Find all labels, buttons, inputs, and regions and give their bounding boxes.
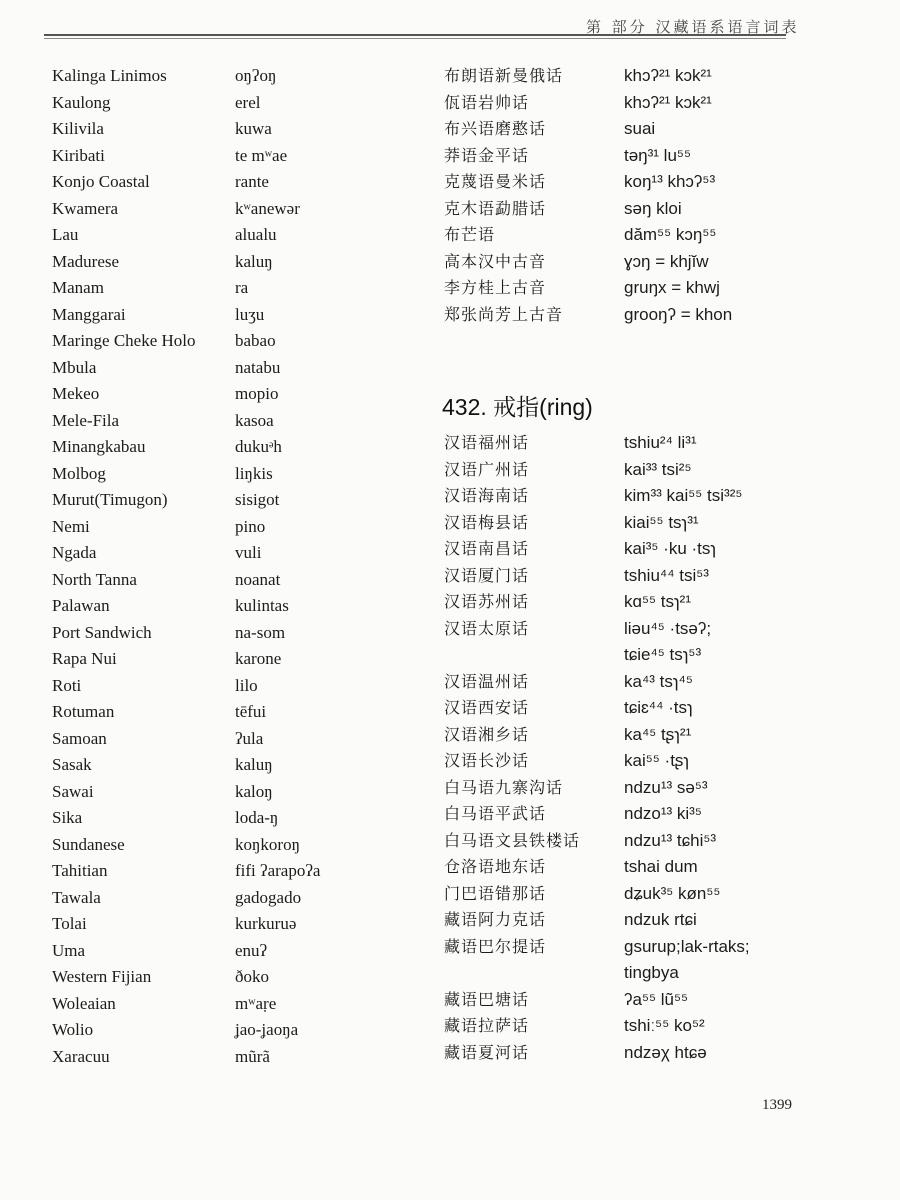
word-form: vuli	[235, 543, 262, 562]
entry-row	[52, 196, 382, 223]
entry-row	[52, 567, 382, 594]
entry-row	[52, 858, 382, 885]
entry-row	[52, 514, 382, 541]
entry-row	[444, 669, 864, 696]
word-form: tshiu⁴⁴ tsi⁵³	[624, 565, 709, 585]
word-form: karone	[235, 649, 282, 668]
entry-row	[52, 593, 382, 620]
language-name: Manggarai	[52, 304, 126, 324]
language-name: Xaracuu	[52, 1046, 110, 1066]
word-form: ʝao-ʝaoŋa	[235, 1020, 299, 1039]
word-form: lilo	[235, 675, 258, 695]
word-form: koŋkoroŋ	[235, 834, 300, 854]
word-form: natabu	[235, 357, 281, 377]
language-name: 藏语阿力克话	[444, 910, 547, 929]
language-name: 布芒语	[444, 225, 496, 244]
word-form: ndzu¹³ tɕhi⁵³	[624, 830, 717, 850]
word-form: noanat	[235, 569, 281, 589]
word-form: kiai⁵⁵ tsɿ³¹	[624, 512, 699, 532]
entry-row	[52, 222, 382, 249]
entry-row	[444, 642, 864, 669]
left-word-list	[52, 63, 382, 1070]
entry-row	[52, 381, 382, 408]
word-form: te mʷae	[235, 145, 288, 165]
entry-row	[52, 408, 382, 435]
word-form: tshai dum	[624, 857, 698, 876]
language-name: 汉语南昌话	[444, 539, 530, 558]
word-form: səŋ kloi	[624, 198, 682, 218]
entry-row	[52, 699, 382, 726]
word-form: tshiu²⁴ li³¹	[624, 433, 697, 452]
entry-row	[52, 646, 382, 673]
word-form: khɔʔ²¹ kɔk²¹	[624, 66, 712, 85]
entry-row	[52, 938, 382, 965]
word-form: sisigot	[235, 490, 280, 509]
word-form: rante	[235, 172, 269, 191]
language-name: 汉语太原话	[444, 618, 530, 638]
entry-row	[444, 589, 864, 616]
language-name: 汉语福州话	[444, 433, 530, 452]
language-name: 白马语九寨沟话	[444, 777, 564, 797]
language-name: 布朗语新曼俄话	[444, 66, 564, 85]
word-form: ndzəχ htɕə	[624, 1042, 707, 1062]
entry-row	[444, 196, 864, 223]
entry-row	[444, 275, 864, 302]
running-header: 第 部分 汉藏语系语言词表	[586, 18, 800, 36]
entry-row	[444, 510, 864, 537]
entry-row	[52, 249, 382, 276]
entry-row	[52, 1017, 382, 1044]
language-name: 克木语勐腊话	[444, 198, 547, 218]
word-form: tɕie⁴⁵ tsɿ⁵³	[624, 645, 702, 664]
word-form: ndzuk rtɕi	[624, 910, 697, 929]
language-name: Wolio	[52, 1020, 94, 1039]
entry-row	[52, 328, 382, 355]
entry-row	[52, 169, 382, 196]
word-form: luʒu	[235, 304, 265, 324]
language-name: Mele-Fila	[52, 410, 120, 430]
language-name: Lau	[52, 225, 79, 244]
entry-row	[52, 832, 382, 859]
language-name: North Tanna	[52, 569, 137, 589]
word-form: kai⁵⁵ ·tʂɿ	[624, 751, 690, 770]
entry-row	[444, 1013, 864, 1040]
language-name: 藏语巴尔提话	[444, 936, 547, 956]
word-form: tingbya	[624, 963, 679, 982]
entry-row	[52, 1044, 382, 1071]
word-form: liŋkis	[235, 463, 273, 483]
word-form: tēfui	[235, 702, 267, 721]
language-name: 莽语金平话	[444, 145, 530, 165]
language-name: 汉语西安话	[444, 698, 530, 717]
word-form: ndzu¹³ sə⁵³	[624, 777, 708, 797]
word-form: kasoa	[235, 410, 274, 430]
word-form: loda-ŋ	[235, 808, 279, 827]
language-name: Tahitian	[52, 861, 108, 880]
entry-row	[444, 960, 864, 987]
word-form: ðoko	[235, 967, 269, 986]
language-name: Sasak	[52, 755, 92, 774]
language-name: Mekeo	[52, 384, 100, 403]
language-name: 仓洛语地东话	[444, 857, 547, 876]
entry-row	[52, 805, 382, 832]
entry-row	[52, 461, 382, 488]
word-form: gruŋx = khwj	[624, 278, 720, 297]
entry-row	[52, 540, 382, 567]
entry-row	[52, 911, 382, 938]
entry-row	[444, 722, 864, 749]
language-name: Konjo Coastal	[52, 172, 150, 191]
language-name: Kalinga Linimos	[52, 66, 167, 85]
language-name: Roti	[52, 675, 82, 695]
entry-row	[52, 964, 382, 991]
section-heading	[442, 389, 593, 422]
word-form: liəu⁴⁵ ·tsəʔ;	[624, 618, 712, 638]
right-bottom-word-list	[444, 430, 864, 1066]
language-name: 佤语岩帅话	[444, 92, 530, 112]
word-form: kɑ⁵⁵ tsɿ²¹	[624, 592, 691, 611]
entry-row	[52, 434, 382, 461]
language-name: 白马语平武话	[444, 804, 547, 823]
word-form: ʔa⁵⁵ lũ⁵⁵	[624, 989, 689, 1009]
language-name: Nemi	[52, 516, 90, 536]
entry-row	[444, 801, 864, 828]
word-form: təŋ³¹ lu⁵⁵	[624, 145, 692, 165]
entry-row	[52, 620, 382, 647]
entry-row	[52, 779, 382, 806]
word-form: mʷaṛe	[235, 993, 277, 1013]
word-form: fifi ʔarapoʔa	[235, 861, 321, 880]
entry-row	[52, 275, 382, 302]
word-form: mopio	[235, 384, 279, 403]
entry-row	[444, 775, 864, 802]
language-name: Tolai	[52, 914, 87, 933]
word-form: dăm⁵⁵ kɔŋ⁵⁵	[624, 225, 717, 244]
language-name: 汉语苏州话	[444, 592, 530, 611]
entry-row	[444, 828, 864, 855]
entry-row	[444, 143, 864, 170]
language-name: Sawai	[52, 781, 94, 801]
language-name: Minangkabau	[52, 437, 146, 456]
word-form: babao	[235, 331, 276, 350]
word-form: gadogado	[235, 887, 302, 907]
entry-row	[52, 885, 382, 912]
language-name: Madurese	[52, 251, 120, 271]
language-name: Tawala	[52, 887, 101, 907]
language-name: 门巴语错那话	[444, 883, 547, 903]
word-form: ra	[235, 278, 249, 297]
word-form: pino	[235, 516, 266, 536]
language-name: 汉语广州话	[444, 459, 530, 479]
language-name: Kwamera	[52, 198, 119, 218]
word-form: ʔula	[235, 728, 264, 748]
entry-row	[52, 90, 382, 117]
entry-row	[52, 63, 382, 90]
language-name: Sika	[52, 808, 83, 827]
word-form: oŋʔoŋ	[235, 66, 277, 85]
language-name: 白马语文县铁楼话	[444, 830, 581, 850]
language-name: 汉语湘乡话	[444, 724, 530, 744]
entry-row	[52, 726, 382, 753]
word-form: mũrã	[235, 1046, 270, 1066]
language-name: Kaulong	[52, 92, 111, 112]
word-form: kuwa	[235, 119, 272, 138]
word-form: kurkuruə	[235, 914, 297, 933]
word-form: dukuᵊh	[235, 437, 282, 456]
word-form: kaloŋ	[235, 781, 273, 801]
word-form: ndzo¹³ ki³⁵	[624, 804, 702, 823]
word-form: tshiː⁵⁵ ko⁵²	[624, 1016, 705, 1035]
word-form: koŋ¹³ khɔʔ⁵³	[624, 172, 716, 191]
language-name: Murut(Timugon)	[52, 490, 168, 509]
entry-row	[444, 1040, 864, 1067]
entry-row	[444, 987, 864, 1014]
word-form: na-som	[235, 622, 286, 642]
entry-row	[444, 536, 864, 563]
entry-row	[444, 249, 864, 276]
language-name: 布兴语磨憨话	[444, 119, 547, 138]
word-form: enuʔ	[235, 940, 268, 960]
header-rule-thin	[44, 38, 786, 39]
word-form: kaluŋ	[235, 755, 273, 774]
word-form: erel	[235, 92, 261, 112]
language-name: Rapa Nui	[52, 649, 117, 668]
language-name: Western Fijian	[52, 967, 152, 986]
entry-row	[444, 302, 864, 329]
entry-row	[444, 563, 864, 590]
entry-row	[52, 143, 382, 170]
language-name: Port Sandwich	[52, 622, 152, 642]
language-name: Sundanese	[52, 834, 125, 854]
entry-row	[52, 302, 382, 329]
language-name: 郑张尚芳上古音	[444, 304, 564, 324]
entry-row	[444, 881, 864, 908]
entry-row	[444, 483, 864, 510]
word-form: suai	[624, 119, 656, 138]
language-name: Manam	[52, 278, 104, 297]
word-form: grooŋʔ = khon	[624, 304, 733, 324]
header-rule	[44, 34, 786, 36]
entry-row	[444, 63, 864, 90]
entry-row	[444, 457, 864, 484]
language-name: 汉语长沙话	[444, 751, 530, 770]
entry-row	[52, 752, 382, 779]
language-name: 汉语温州话	[444, 671, 530, 691]
language-name: Kiribati	[52, 145, 105, 165]
section-title: 戒指(ring)	[493, 394, 593, 420]
word-form: khɔʔ²¹ kɔk²¹	[624, 92, 712, 112]
language-name: 藏语夏河话	[444, 1042, 530, 1062]
entry-row	[444, 90, 864, 117]
section-number: 432.	[442, 394, 487, 420]
language-name: 高本汉中古音	[444, 251, 547, 271]
language-name: 汉语梅县话	[444, 512, 530, 532]
entry-row	[444, 934, 864, 961]
entry-row	[444, 695, 864, 722]
word-form: kulintas	[235, 596, 289, 615]
entry-row	[444, 748, 864, 775]
language-name: Woleaian	[52, 993, 116, 1013]
entry-row	[444, 116, 864, 143]
word-form: kai³⁵ ·ku ·tsɿ	[624, 539, 717, 558]
language-name: Kilivila	[52, 119, 104, 138]
entry-row	[52, 116, 382, 143]
word-form: gsurup;lak-rtaks;	[624, 936, 750, 956]
word-form: ka⁴⁵ tʂɿ²¹	[624, 724, 692, 744]
word-form: tɕiɛ⁴⁴ ·tsɿ	[624, 698, 693, 717]
language-name: Maringe Cheke Holo	[52, 331, 196, 350]
word-form: kaluŋ	[235, 251, 273, 271]
entry-row	[444, 616, 864, 643]
entry-row	[52, 355, 382, 382]
language-name: 汉语厦门话	[444, 565, 530, 585]
entry-row	[444, 222, 864, 249]
language-name: Uma	[52, 940, 86, 960]
language-name: 藏语拉萨话	[444, 1016, 530, 1035]
language-name: 李方桂上古音	[444, 278, 547, 297]
word-form: kim³³ kai⁵⁵ tsi³²⁵	[624, 486, 743, 505]
word-form: ɣɔŋ = khjĭw	[624, 251, 709, 271]
language-name: Rotuman	[52, 702, 115, 721]
language-name: Mbula	[52, 357, 97, 377]
language-name: Ngada	[52, 543, 97, 562]
entry-row	[444, 854, 864, 881]
right-top-word-list	[444, 63, 864, 328]
page-number: 1399	[762, 1097, 792, 1113]
word-form: dʑuk³⁵ køn⁵⁵	[624, 883, 721, 903]
word-form: kai³³ tsi²⁵	[624, 459, 692, 479]
language-name: Palawan	[52, 596, 110, 615]
word-form: kʷanewər	[235, 198, 300, 218]
entry-row	[444, 169, 864, 196]
entry-row	[52, 991, 382, 1018]
entry-row	[52, 487, 382, 514]
entry-row	[52, 673, 382, 700]
language-name: 克蔑语曼米话	[444, 172, 547, 191]
entry-row	[444, 907, 864, 934]
language-name: 藏语巴塘话	[444, 989, 530, 1009]
language-name: Molbog	[52, 463, 106, 483]
entry-row	[444, 430, 864, 457]
word-form: ka⁴³ tsɿ⁴⁵	[624, 671, 693, 691]
language-name: 汉语海南话	[444, 486, 530, 505]
language-name: Samoan	[52, 728, 107, 748]
word-form: alualu	[235, 225, 277, 244]
